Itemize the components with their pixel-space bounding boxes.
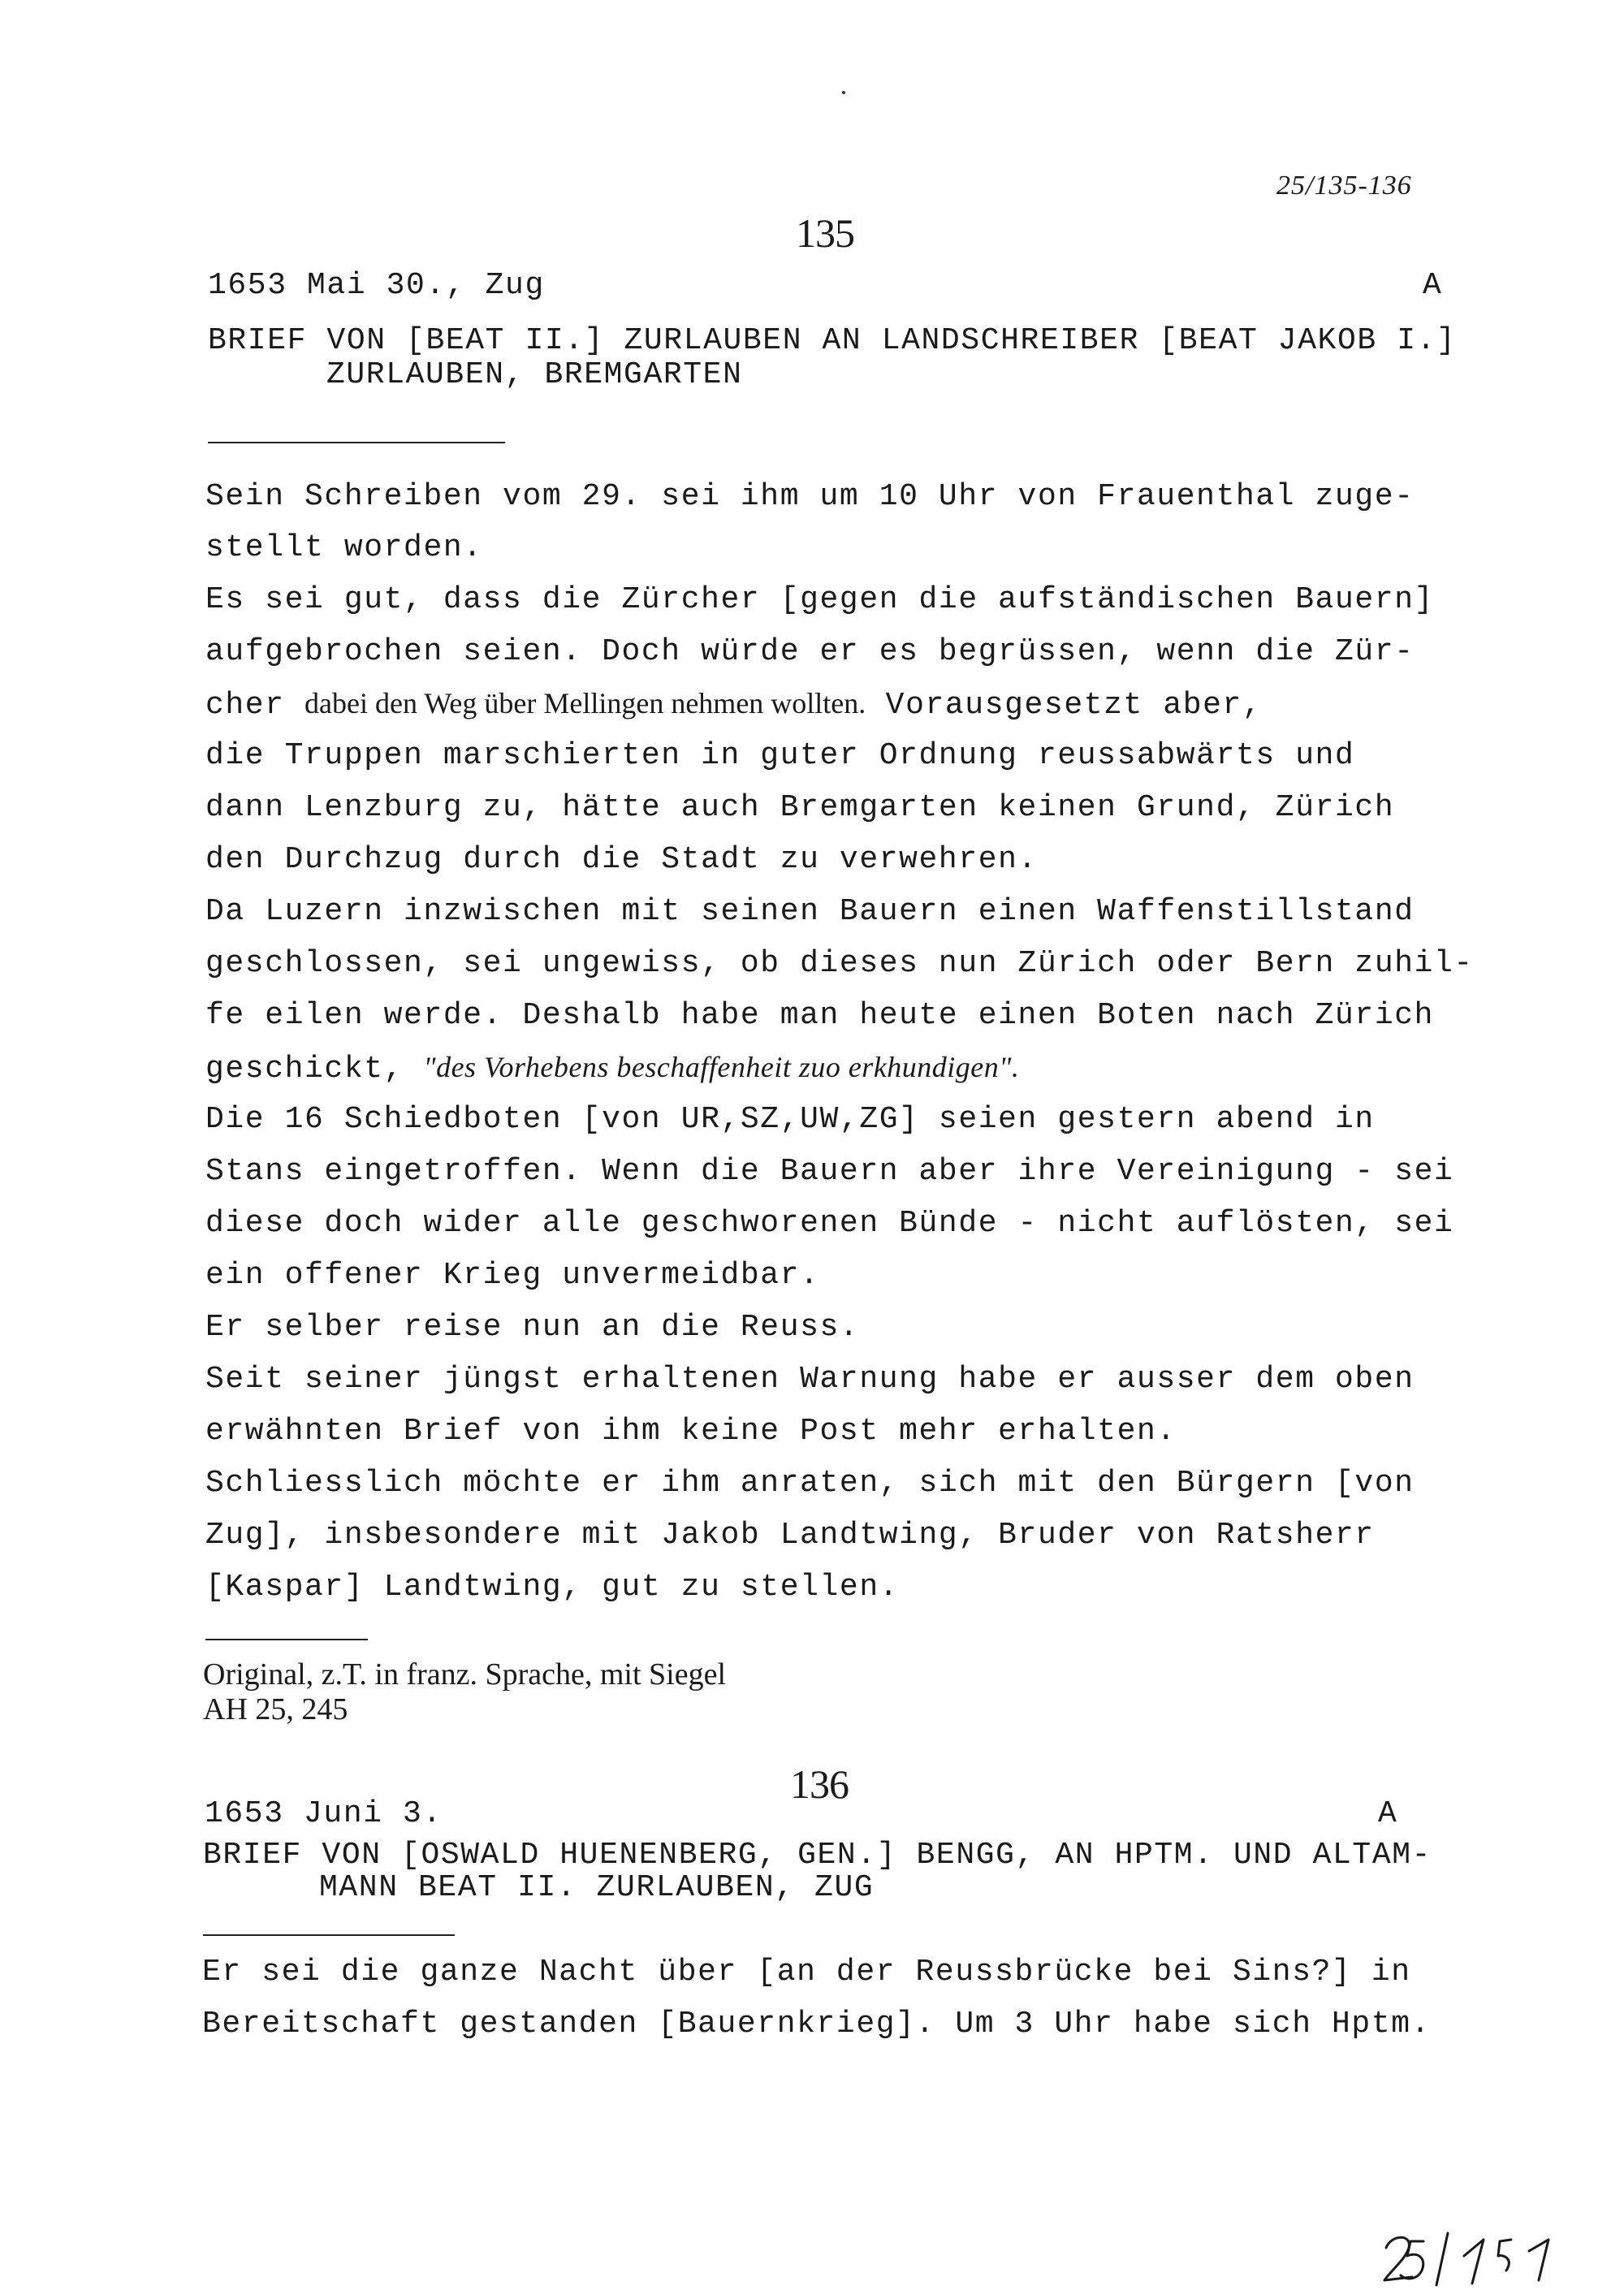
section-rule	[203, 1934, 455, 1936]
body-text: Vorausgesetzt aber,	[866, 688, 1263, 723]
body-line: Er sei die ganze Nacht über [an der Reussbrücke bei Sins?] in	[202, 1955, 1411, 1990]
page-reference: 25/135-136	[1276, 171, 1412, 201]
document-title-line: BRIEF VON [OSWALD HUENENBERG, GEN.] BENGG, AN HPTM. UND ALTAM-	[203, 1838, 1432, 1873]
body-line: Da Luzern inzwischen mit seinen Bauern einen Waffenstillstand	[205, 894, 1415, 929]
body-line: geschlossen, sei ungewiss, ob dieses nun Zürich oder Bern zuhil-	[205, 946, 1474, 981]
body-line: Es sei gut, dass die Zürcher [gegen die aufständischen Bauern]	[205, 582, 1435, 617]
body-line: stellt worden.	[205, 530, 483, 565]
body-line: Seit seiner jüngst erhaltenen Warnung habe er ausser dem oben	[205, 1362, 1415, 1397]
speck	[842, 91, 845, 94]
body-line: ein offener Krieg unvermeidbar.	[205, 1258, 820, 1293]
body-text: geschickt,	[205, 1052, 424, 1087]
document-date-place: 1653 Juni 3.	[205, 1796, 443, 1831]
handwritten-archive-note	[1376, 2223, 1575, 2288]
document-number: 135	[796, 210, 854, 256]
body-line: aufgebrochen seien. Doch würde er es begrüssen, wenn die Zür-	[205, 634, 1415, 669]
body-line	[205, 1050, 1019, 1087]
body-line: Die 16 Schiedboten [von UR,SZ,UW,ZG] seien gestern abend in	[205, 1102, 1375, 1137]
document-category: A	[1378, 1796, 1398, 1831]
body-line: Schliesslich möchte er ihm anraten, sich mit den Bürgern [von	[205, 1466, 1415, 1501]
body-line: die Truppen marschierten in guter Ordnung reussabwärts und	[205, 738, 1355, 773]
body-line: Er selber reise nun an die Reuss.	[205, 1310, 860, 1345]
document-number: 136	[790, 1761, 849, 1807]
document-title-line: MANN BEAT II. ZURLAUBEN, ZUG	[319, 1870, 875, 1905]
quotation: "des Vorhebens beschaffenheit zuo erkhundigen".	[423, 1051, 1020, 1083]
body-line: Sein Schreiben vom 29. sei ihm um 10 Uhr von Frauenthal zuge-	[205, 479, 1415, 514]
body-line: diese doch wider alle geschworenen Bünde - nicht auflösten, sei	[205, 1206, 1454, 1241]
body-line: Bereitschaft gestanden [Bauernkrieg]. Um 3 Uhr habe sich Hptm.	[202, 2007, 1432, 2042]
source-note: Original, z.T. in franz. Sprache, mit Siegel	[203, 1657, 727, 1692]
body-line: [Kaspar] Landtwing, gut zu stellen.	[205, 1570, 900, 1605]
body-line: fe eilen werde. Deshalb habe man heute einen Boten nach Zürich	[205, 998, 1435, 1033]
document-title-line: BRIEF VON [BEAT II.] ZURLAUBEN AN LANDSCHREIBER [BEAT JAKOB I.]	[208, 323, 1457, 358]
body-text: cher	[205, 688, 305, 723]
body-line: dann Lenzburg zu, hätte auch Bremgarten keinen Grund, Zürich	[205, 790, 1395, 825]
body-line	[205, 686, 1262, 723]
document-date-place: 1653 Mai 30., Zug	[208, 268, 545, 303]
source-note: AH 25, 245	[203, 1692, 348, 1726]
body-line: den Durchzug durch die Stadt zu verwehren.	[205, 842, 1038, 877]
document-title-line: ZURLAUBEN, BREMGARTEN	[326, 357, 743, 392]
body-line: Stans eingetroffen. Wenn die Bauern aber ihre Vereinigung - sei	[205, 1154, 1454, 1189]
body-line: Zug], insbesondere mit Jakob Landtwing, Bruder von Ratsherr	[205, 1518, 1375, 1553]
document-category: A	[1423, 268, 1443, 303]
body-line: erwähnten Brief von ihm keine Post mehr erhalten.	[205, 1414, 1177, 1449]
body-text: dabei den Weg über Mellingen nehmen wollten.	[304, 687, 866, 719]
section-rule	[208, 442, 505, 443]
section-rule	[205, 1639, 368, 1640]
